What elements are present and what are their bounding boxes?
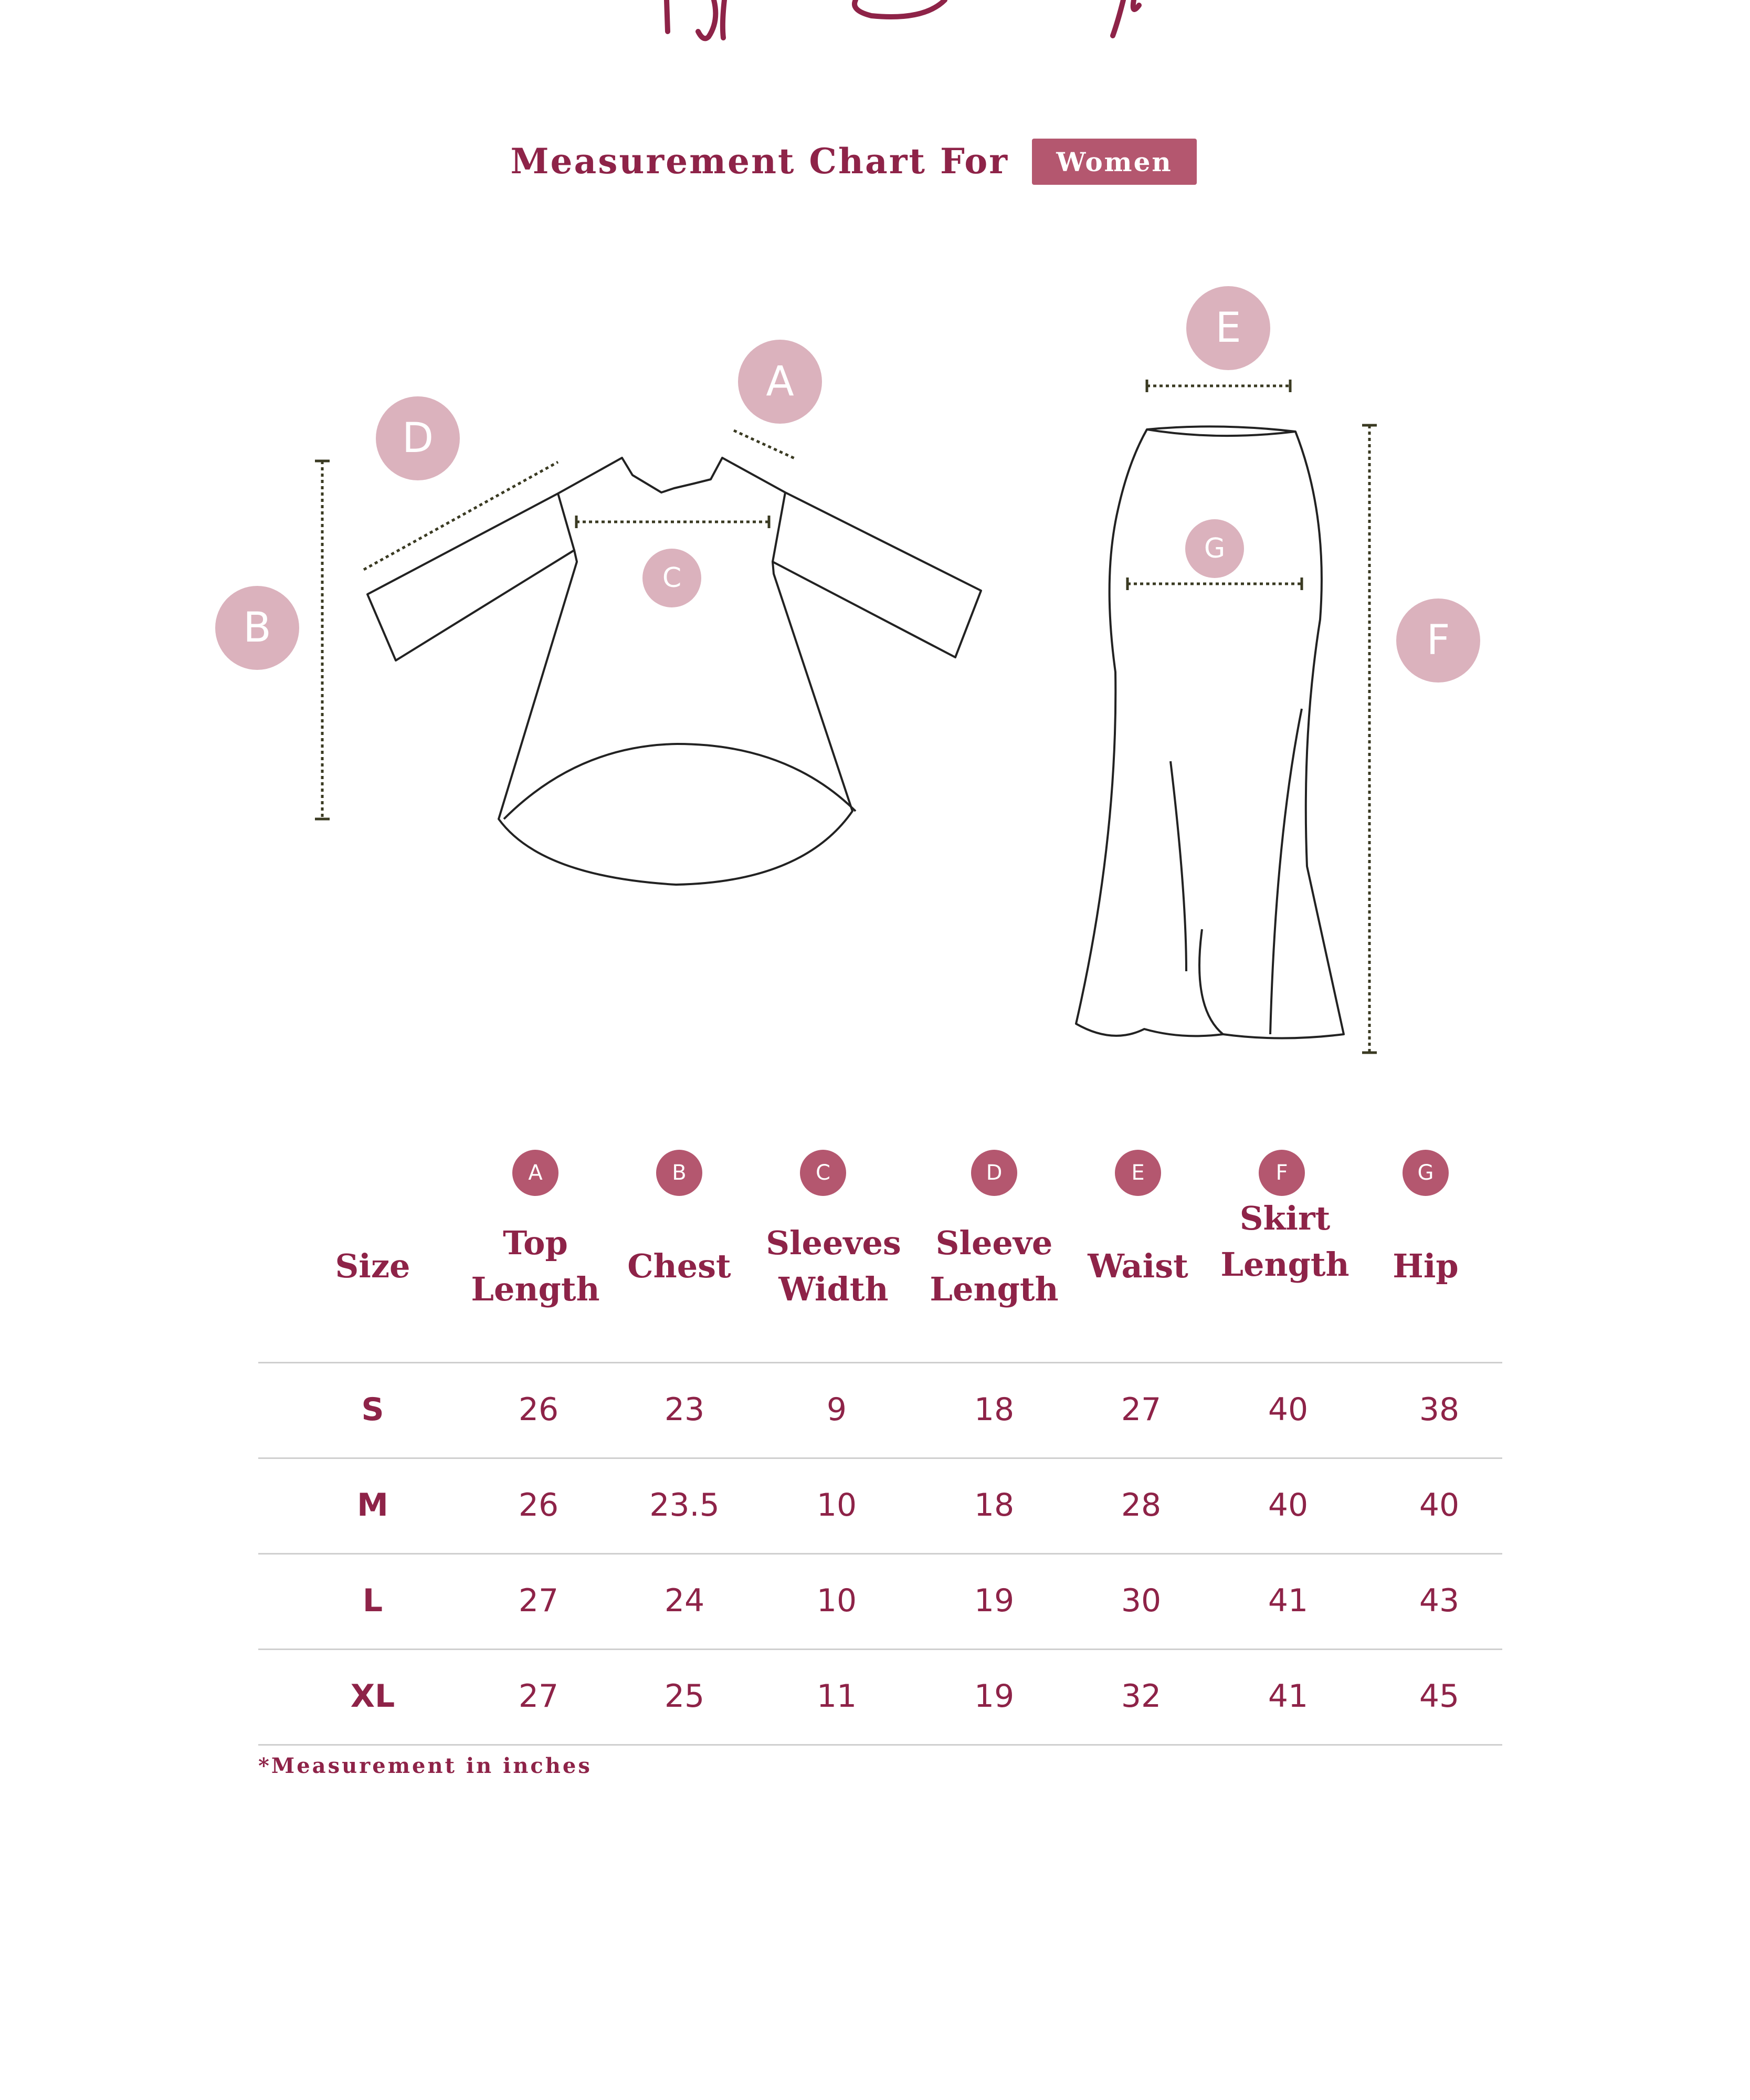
value-cell: 19 <box>974 1678 1015 1715</box>
value-cell: 26 <box>518 1487 559 1524</box>
col-badge-g: G <box>1403 1150 1449 1196</box>
label-f-bubble: F <box>1396 598 1480 682</box>
table-rule <box>258 1362 1502 1363</box>
col-header-hip: Hip <box>1393 1247 1459 1285</box>
heading-title: Measurement Chart For <box>510 141 1009 182</box>
value-cell: 27 <box>518 1582 559 1619</box>
col-header-top-length: Top Length <box>471 1224 600 1308</box>
col-badge-e: E <box>1115 1150 1161 1196</box>
size-cell: S <box>361 1391 384 1428</box>
col-badge-f: F <box>1259 1150 1305 1196</box>
col-header-skirt-length: Skirt Length <box>1220 1199 1350 1284</box>
value-cell: 26 <box>518 1391 559 1428</box>
value-cell: 10 <box>816 1487 857 1524</box>
value-cell: 25 <box>664 1678 705 1715</box>
value-cell: 40 <box>1419 1487 1460 1524</box>
value-cell: 27 <box>1121 1391 1162 1428</box>
value-cell: 32 <box>1121 1678 1162 1715</box>
brand-logo <box>630 0 1155 42</box>
audience-tag: Women <box>1032 139 1197 185</box>
label-e-bubble: E <box>1186 286 1270 370</box>
table-rule <box>258 1553 1502 1555</box>
label-g-bubble: G <box>1185 519 1244 578</box>
size-cell: M <box>357 1487 388 1524</box>
value-cell: 23 <box>664 1391 705 1428</box>
value-cell: 19 <box>974 1582 1015 1619</box>
col-header-chest: Chest <box>627 1247 731 1285</box>
label-d-bubble: D <box>376 396 460 480</box>
col-badge-b: B <box>656 1150 702 1196</box>
table-rule <box>258 1648 1502 1650</box>
value-cell: 18 <box>974 1391 1015 1428</box>
col-badge-c: C <box>800 1150 846 1196</box>
label-a-bubble: A <box>738 340 822 424</box>
value-cell: 11 <box>816 1678 857 1715</box>
value-cell: 27 <box>518 1678 559 1715</box>
size-cell: XL <box>350 1678 395 1715</box>
table-rule <box>258 1744 1502 1746</box>
garment-diagram <box>0 262 1750 1082</box>
value-cell: 40 <box>1268 1391 1309 1428</box>
value-cell: 41 <box>1268 1582 1309 1619</box>
value-cell: 10 <box>816 1582 857 1619</box>
label-b-bubble: B <box>215 586 299 670</box>
value-cell: 41 <box>1268 1678 1309 1715</box>
col-badge-d: D <box>971 1150 1017 1196</box>
value-cell: 9 <box>826 1391 847 1428</box>
value-cell: 18 <box>974 1487 1015 1524</box>
value-cell: 40 <box>1268 1487 1309 1524</box>
top-outline <box>367 458 981 885</box>
label-c-bubble: C <box>642 549 701 607</box>
value-cell: 23.5 <box>649 1487 720 1524</box>
value-cell: 38 <box>1419 1391 1460 1428</box>
col-badge-a: A <box>512 1150 558 1196</box>
col-header-sleeve-length: Sleeve Length <box>930 1224 1059 1308</box>
value-cell: 24 <box>664 1582 705 1619</box>
table-rule <box>258 1457 1502 1459</box>
size-column-header: Size <box>335 1247 410 1285</box>
col-header-sleeves-width: Sleeves Width <box>766 1224 901 1308</box>
footnote: *Measurement in inches <box>258 1754 592 1778</box>
top-hem-front <box>504 744 856 819</box>
value-cell: 28 <box>1121 1487 1162 1524</box>
value-cell: 45 <box>1419 1678 1460 1715</box>
size-cell: L <box>362 1582 383 1619</box>
col-header-waist: Waist <box>1088 1247 1188 1285</box>
value-cell: 43 <box>1419 1582 1460 1619</box>
chart-heading <box>0 131 1750 194</box>
skirt-outline <box>1076 426 1344 1038</box>
value-cell: 30 <box>1121 1582 1162 1619</box>
